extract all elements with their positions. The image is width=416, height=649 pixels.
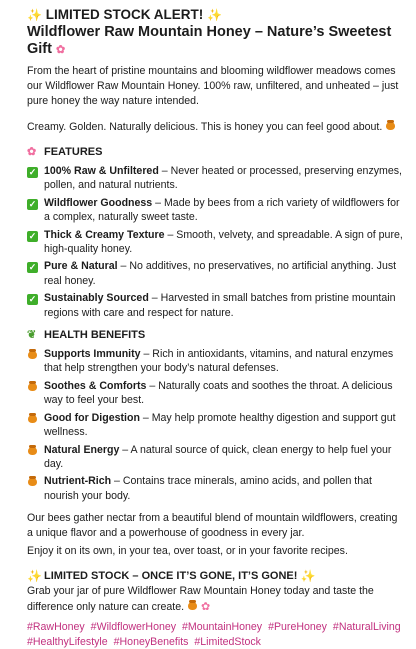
check-icon: ✓ (28, 262, 37, 273)
benefit-item: Nutrient-Rich – Contains trace minerals, amino acids, and pollen that nourish your body. (27, 474, 406, 503)
honey-pot-icon (187, 599, 198, 610)
hashtag-list (27, 620, 406, 649)
hashtag[interactable]: #WildflowerHoney (90, 621, 177, 634)
intro-tagline: Creamy. Golden. Naturally delicious. This is honey you can feel good about. (27, 119, 406, 135)
hashtag[interactable]: #HealthyLifestyle (27, 635, 108, 648)
sparkle-icon: ✨ (27, 569, 42, 584)
outro-paragraph: Our bees gather nectar from a beautiful blend of mountain wildflowers, creating a unique flavor and a powerhouse of goodness in every jar. (27, 512, 398, 540)
benefits-title: ❦ HEALTH BENEFITS (27, 329, 146, 342)
feature-item: ✓ Sustainably Sourced – Harvested in small batches from pristine mountain regions with care and respect for nature. (28, 292, 396, 319)
hashtag[interactable]: #LimitedStock (194, 635, 261, 648)
benefit-item: Supports Immunity – Rich in antioxidants, vitamins, and natural enzymes that help strengthen your body’s natural defenses. (27, 347, 406, 376)
flower-icon: ✿ (200, 601, 211, 614)
cta-title: ✨ LIMITED STOCK – ONCE IT’S GONE, IT’S GONE! ✨ (27, 569, 316, 584)
hashtag[interactable]: #PureHoney (268, 621, 327, 634)
features-list (27, 164, 406, 320)
feature-item: ✓ 100% Raw & Unfiltered – Never heated or processed, preserving enzymes, pollen, and natural nutrients. (28, 165, 403, 192)
sparkle-icon: ✨ (206, 8, 222, 22)
honey-pot-icon (27, 412, 38, 423)
outro-line: Enjoy it on its own, in your tea, over toast, or in your favorite recipes. (27, 545, 348, 558)
benefit-item: Soothes & Comforts – Naturally coats and soothes the throat. A delicious way to feel your best. (27, 379, 406, 408)
feature-item: ✓ Thick & Creamy Texture – Smooth, velvety, and spreadable. A sign of pure, high-quality honey. (28, 228, 403, 256)
product-title: Wildflower Raw Mountain Honey – Nature’s Sweetest Gift ✿ (27, 24, 392, 57)
flower-icon: ✿ (56, 44, 66, 56)
benefit-item: Good for Digestion – May help promote healthy digestion and support gut wellness. (27, 411, 406, 440)
check-icon: ✓ (28, 167, 37, 177)
hashtag[interactable]: #HoneyBenefits (113, 635, 189, 648)
features-title: ✿ FEATURES (27, 146, 103, 158)
intro-paragraph: From the heart of pristine mountains and blooming wildflower meadows comes our Wildflower Raw Mountain Honey. 100% raw, unfiltered, and unheated – just pure honey the way nature intended. (27, 65, 399, 107)
honey-pot-icon (385, 119, 396, 130)
check-icon: ✓ (28, 230, 37, 241)
honey-pot-icon (27, 444, 38, 455)
benefits-list (27, 347, 406, 503)
feature-item: ✓ Wildflower Goodness – Made by bees from a rich variety of wildflowers for a complex, naturally sweet taste. (28, 196, 400, 224)
hashtag[interactable]: #MountainHoney (182, 621, 263, 634)
sparkle-icon: ✨ (300, 569, 316, 584)
honey-pot-icon (27, 475, 38, 486)
check-icon: ✓ (28, 294, 37, 305)
check-icon: ✓ (28, 198, 37, 209)
hashtag[interactable]: #RawHoney (27, 621, 85, 634)
feature-item: ✓ Pure & Natural – No additives, no preservatives, no artificial anything. Just real honey. (28, 260, 397, 287)
honey-pot-icon (27, 380, 38, 391)
sparkle-icon: ✨ (27, 8, 42, 22)
honey-pot-icon (27, 348, 38, 359)
cta-text: Grab your jar of pure Wildflower Raw Mountain Honey today and taste the difference only nature can create. ✿ (27, 585, 374, 614)
alert-title: ✨ LIMITED STOCK ALERT! ✨ (27, 7, 222, 22)
hashtag[interactable]: #NaturalLiving (332, 621, 401, 634)
flower-icon: ✿ (27, 146, 37, 158)
benefit-item: Natural Energy – A natural source of quick, clean energy to help fuel your day. (27, 443, 406, 472)
leaf-icon: ❦ (27, 329, 37, 342)
